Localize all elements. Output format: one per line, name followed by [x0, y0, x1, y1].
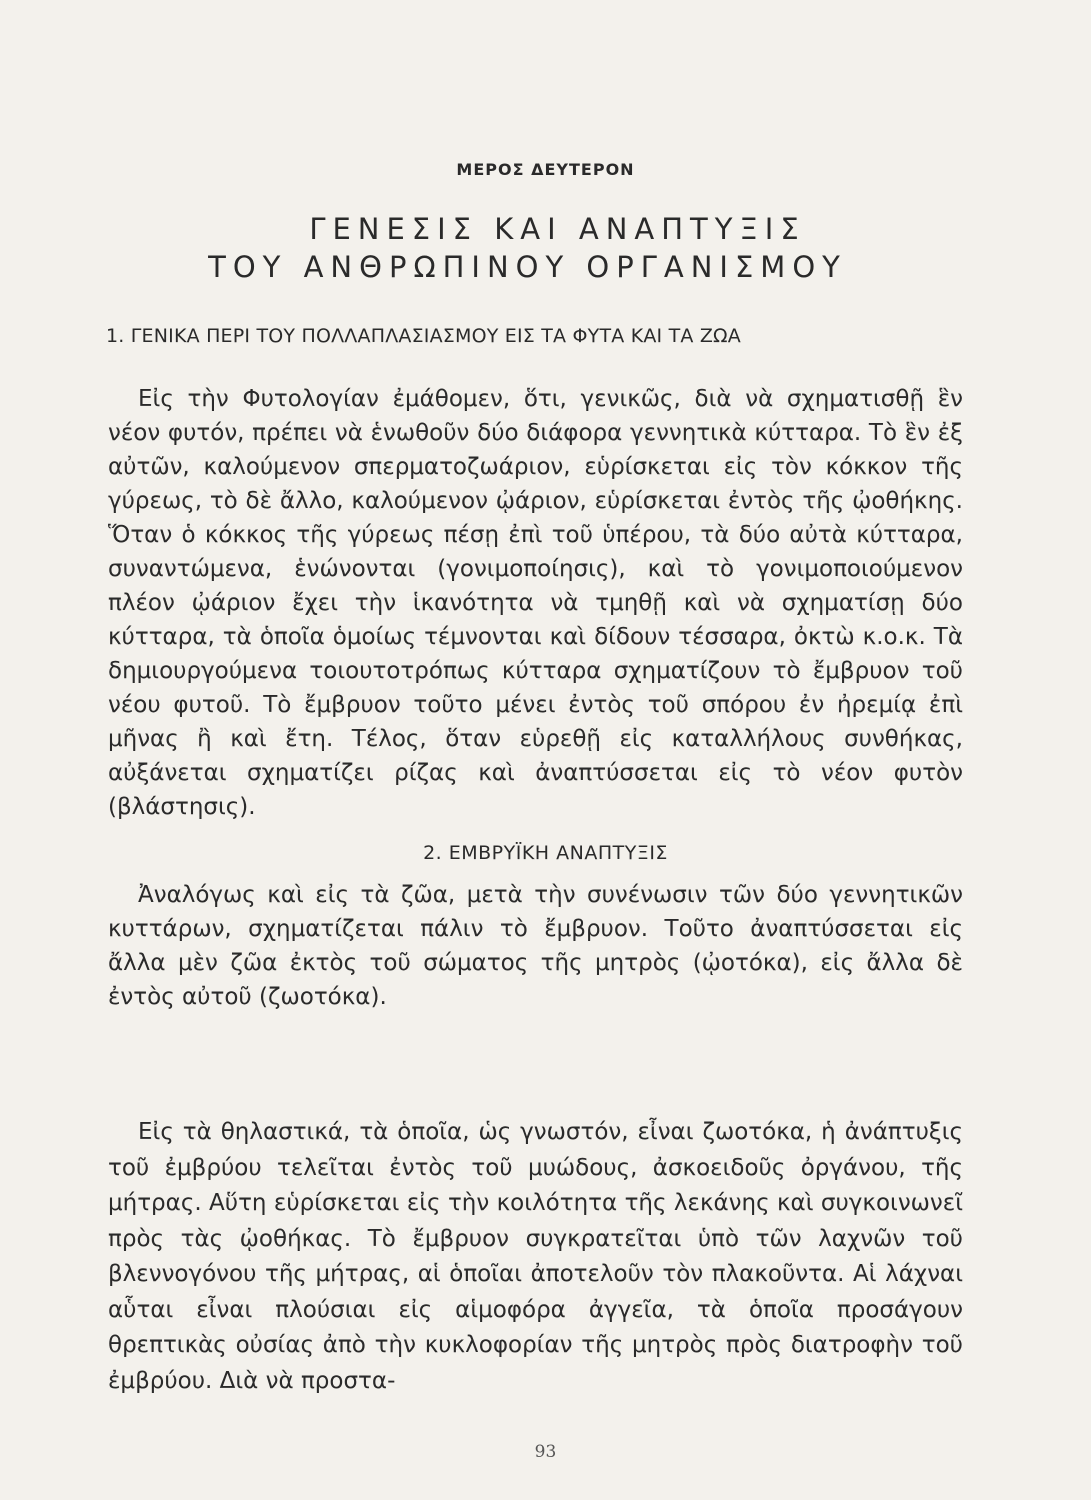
section-2-heading: 2. ΕΜΒΡΥΪΚΗ ΑΝΑΠΤΥΞΙΣ [423, 842, 668, 864]
chapter-title-line-2: ΤΟΥ ΑΝΘΡΩΠΙΝΟΥ ΟΡΓΑΝΙΣΜΟΥ [208, 250, 847, 284]
paragraph-2: Ἀναλόγως καὶ εἰς τὰ ζῶα, μετὰ τὴν συνένωσιν τῶν δύο γεννητικῶν κυττάρων, σχηματίζεται πάλιν τὸ ἔμβρυον. Τοῦτο ἀναπτύσσεται εἰς ἄλλα μὲν ζῶα ἐκτὸς τοῦ σώματος τῆς μητρὸς (ᾠοτόκα), εἰς ἄλλα δὲ ἐντὸς αὐτοῦ (ζωοτόκα). [108, 882, 963, 1010]
part-title: ΜΕΡΟΣ ΔΕΥΤΕΡΟΝ [456, 160, 635, 179]
paragraph-3: Εἰς τὰ θηλαστικά, τὰ ὁποῖα, ὡς γνωστόν, εἶναι ζωοτόκα, ἡ ἀνάπτυξις τοῦ ἐμβρύου τελεῖται ἐντὸς τοῦ μυώδους, ἀσκοειδοῦς ὀργάνου, τῆς μήτρας. Αὕτη εὑρίσκεται εἰς τὴν κοιλότητα τῆς λεκάνης καὶ συγκοινωνεῖ πρὸς τὰς ᾠοθήκας. Τὸ ἔμβρυον συγκρατεῖται ὑπὸ τῶν λαχνῶν τοῦ βλεννογόνου τῆς μήτρας, αἱ ὁποῖαι ἀποτελοῦν τὸν πλακοῦντα. Αἱ λάχναι αὗται εἶναι πλούσιαι εἰς αἱμοφόρα ἀγγεῖα, τὰ ὁποῖα προσάγουν θρεπτικὰς οὐσίας ἀπὸ τὴν κυκλοφορίαν τῆς μητρὸς πρὸς διατροφὴν τοῦ ἐμβρύου. Διὰ νὰ προστα- [108, 1119, 963, 1394]
section-1-heading: 1. ΓΕΝΙΚΑ ΠΕΡΙ ΤΟΥ ΠΟΛΛΑΠΛΑΣΙΑΣΜΟΥ ΕΙΣ ΤΑ ΦΥΤΑ ΚΑΙ ΤΑ ΖΩΑ [106, 325, 741, 347]
paragraph-1: Εἰς τὴν Φυτολογίαν ἐμάθομεν, ὅτι, γενικῶς, διὰ νὰ σχηματισθῇ ἓν νέον φυτόν, πρέπει νὰ ἑνωθοῦν δύο διάφορα γεννητικὰ κύτταρα. Τὸ ἓν ἐξ αὐτῶν, καλούμενον σπερματοζωάριον, εὑρίσκεται εἰς τὸν κόκκον τῆς γύρεως, τὸ δὲ ἄλλο, καλούμενον ᾠάριον, εὑρίσκεται ἐντὸς τῆς ᾠοθήκης. Ὅταν ὁ κόκκος τῆς γύρεως πέσῃ ἐπὶ τοῦ ὑπέρου, τὰ δύο αὐτὰ κύτταρα, συναντώμενα, ἑνώνονται (γονιμοποίησις), καὶ τὸ γονιμοποιούμενον πλέον ᾠάριον ἔχει τὴν ἱκανότητα νὰ τμηθῇ καὶ νὰ σχηματίσῃ δύο κύτταρα, τὰ ὁποῖα ὁμοίως τέμνονται καὶ δίδουν τέσσαρα, ὀκτὼ κ.ο.κ. Τὰ δημιουργούμενα τοιουτοτρόπως κύτταρα σχηματίζουν τὸ ἔμβρυον τοῦ νέου φυτοῦ. Τὸ ἔμβρυον τοῦτο μένει ἐντὸς τοῦ σπόρου ἐν ἠρεμίᾳ ἐπὶ μῆνας ἢ καὶ ἔτη. Τέλος, ὅταν εὑρεθῇ εἰς καταλλήλους συνθήκας, αὐξάνεται σχηματίζει ρίζας καὶ ἀναπτύσσεται εἰς τὸ νέον φυτὸν (βλάστησις). [108, 386, 963, 820]
page-number: 93 [534, 1442, 557, 1462]
chapter-title-line-1: ΓΕΝΕΣΙΣ ΚΑΙ ΑΝΑΠΤΥΞΙΣ [309, 212, 806, 246]
